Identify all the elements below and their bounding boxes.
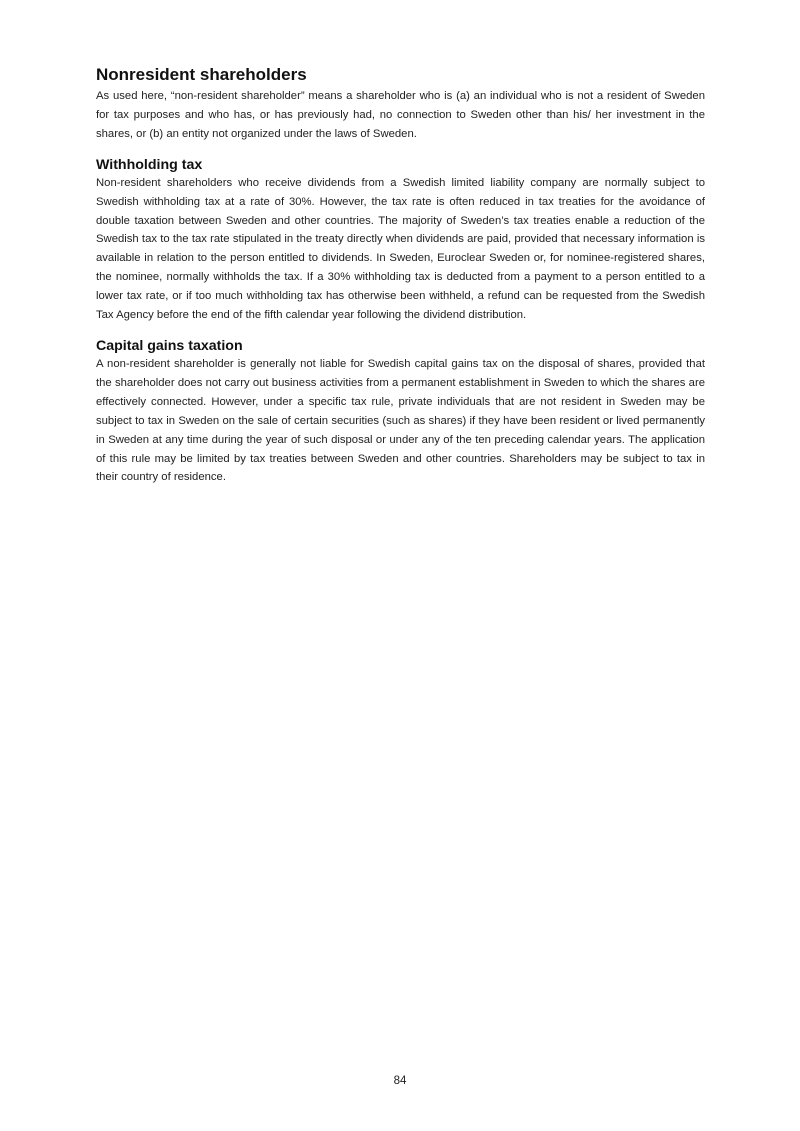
section-withholding-tax bbox=[96, 156, 705, 325]
section-heading: Capital gains taxation bbox=[96, 337, 243, 354]
section-capital-gains-taxation bbox=[96, 337, 705, 487]
page-number: 84 bbox=[393, 1075, 407, 1087]
section-paragraph: As used here, “non-resident shareholder” means a shareholder who is (a) an individual who is not a resident of Sweden for tax purposes and who has, or has previously had, no connection to Sweden other than his/ her investment in the shares, or (b) an entity not organized under the laws of Sweden. bbox=[96, 90, 705, 140]
section-nonresident-shareholders bbox=[96, 64, 705, 144]
section-paragraph: A non-resident shareholder is generally not liable for Swedish capital gains tax on the disposal of shares, provided that the shareholder does not carry out business activities from a permanent establishment in Sweden to which the shares are effectively connected. However, under a specific tax rule, private individuals that are not resident in Sweden may be subject to tax in Sweden on the sale of certain securities (such as shares) if they have been resident or lived permanently in Sweden at any time during the year of such disposal or under any of the ten preceding calendar years. The application of this rule may be limited by tax treaties between Sweden and other countries. Shareholders may be subject to tax in their country of residence. bbox=[96, 357, 705, 484]
section-paragraph: Non-resident shareholders who receive dividends from a Swedish limited liability company are normally subject to Swedish withholding tax at a rate of 30%. However, the tax rate is often reduced in tax treaties for the avoidance of double taxation between Sweden and other countries. The majority of Sweden’s tax treaties enable a reduction of the Swedish tax to the tax rate stipulated in the treaty directly when dividends are paid, provided that necessary information is available in relation to the person entitled to dividends. In Sweden, Euroclear Sweden or, for nominee-registered shares, the nominee, normally withholds the tax. If a 30% withholding tax is deducted from a payment to a person entitled to a lower tax rate, or if too much withholding tax has otherwise been withheld, a refund can be requested from the Swedish Tax Agency before the end of the fifth calendar year following the dividend distribution. bbox=[96, 176, 705, 322]
section-heading: Withholding tax bbox=[96, 156, 203, 173]
document-page bbox=[96, 64, 705, 493]
section-heading: Nonresident shareholders bbox=[96, 65, 307, 84]
